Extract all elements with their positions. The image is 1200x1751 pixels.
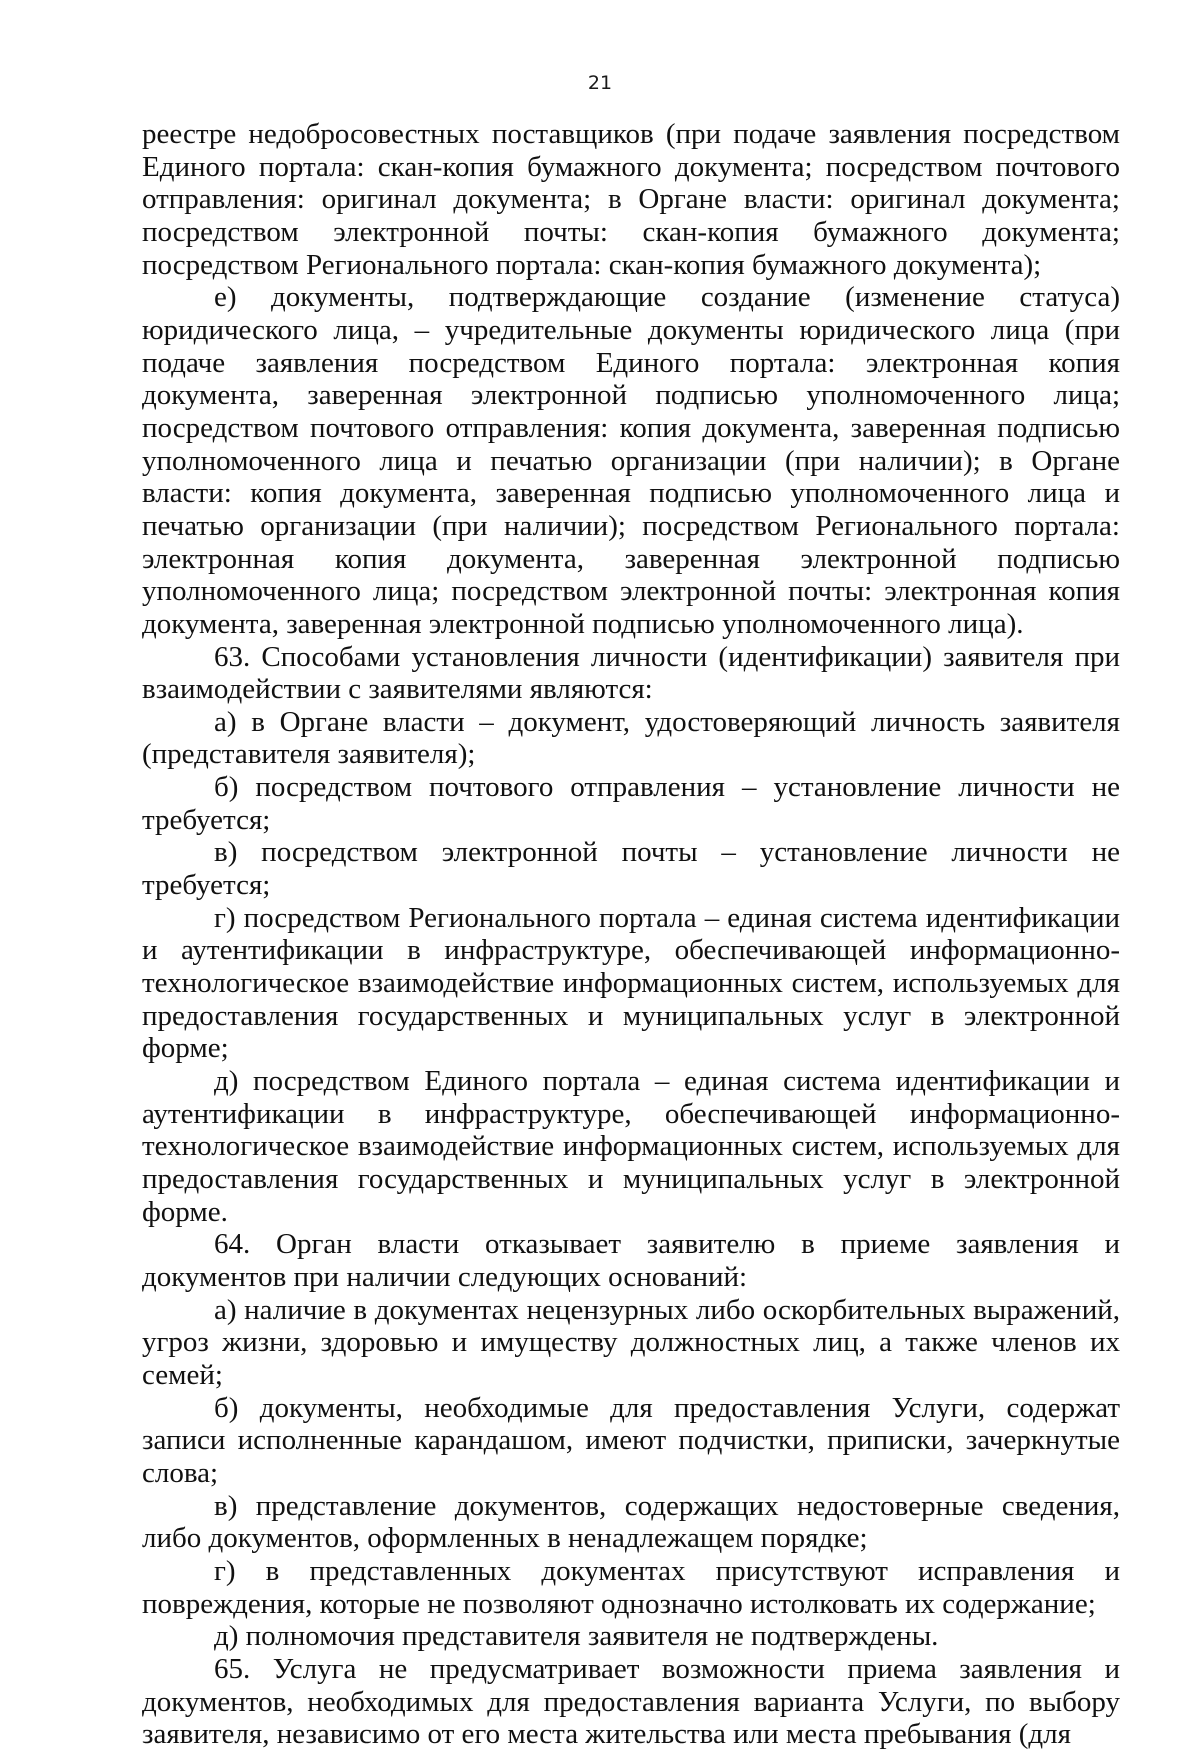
paragraph-64-item-b: б) документы, необходимые для предоставления Услуги, содержат записи исполненные карандашом, имеют подчистки, приписки, зачеркнутые слова;	[142, 1391, 1120, 1489]
paragraph-63-item-g: г) посредством Регионального портала – единая система идентификации и аутентификации в инфраструктуре, обеспечивающей информационно-технологическое взаимодействие информационных систем, используемых для предоставления государственных и муниципальных услуг в электронной форме;	[142, 901, 1120, 1065]
document-body	[142, 118, 1120, 1751]
paragraph-63-item-v: в) посредством электронной почты – установление личности не требуется;	[142, 836, 1120, 902]
paragraph-65-extraterritorial: 65. Услуга не предусматривает возможности приема заявления и документов, необходимых для предоставления варианта Услуги, по выбору заявителя, независимо от его места жительства или места пребывания (для	[142, 1652, 1120, 1751]
paragraph-item-e-legal-entity-docs: е) документы, подтверждающие создание (изменение статуса) юридического лица, – учредительные документы юридического лица (при подаче заявления посредством Единого портала: электронная копия документа, заверенная электронной подписью уполномоченного лица; посредством почтового отправления: копия документа, заверенная подписью уполномоченного лица и печатью организации (при наличии); в Органе власти: копия документа, заверенная подписью уполномоченного лица и печатью организации (при наличии); посредством Регионального портала: электронная копия документа, заверенная электронной подписью уполномоченного лица; посредством электронной почты: электронная копия документа, заверенная электронной подписью уполномоченного лица).	[142, 281, 1120, 640]
paragraph-64-item-d: д) полномочия представителя заявителя не подтверждены.	[214, 1620, 939, 1653]
paragraph-64-refusal-grounds: 64. Орган власти отказывает заявителю в приеме заявления и документов при наличии следующих оснований:	[142, 1228, 1120, 1293]
paragraph-64-item-v: в) представление документов, содержащих недостоверные сведения, либо документов, оформленных в ненадлежащем порядке;	[142, 1489, 1120, 1555]
paragraph-63-item-a: а) в Органе власти – документ, удостоверяющий личность заявителя (представителя заявителя);	[142, 705, 1120, 771]
paragraph-63-item-b: б) посредством почтового отправления – установление личности не требуется;	[142, 771, 1120, 836]
paragraph-63-item-d: д) посредством Единого портала – единая система идентификации и аутентификации в инфраструктуре, обеспечивающей информационно-технологическое взаимодействие информационных систем, используемых для предоставления государственных и муниципальных услуг в электронной форме.	[142, 1065, 1120, 1228]
paragraph-63-identification-methods: 63. Способами установления личности (идентификации) заявителя при взаимодействии с заявителями являются:	[142, 640, 1120, 706]
paragraph-64-item-a: а) наличие в документах нецензурных либо оскорбительных выражений, угроз жизни, здоровью и имуществу должностных лиц, а также членов их семей;	[142, 1293, 1120, 1391]
paragraph-registry-continuation: реестре недобросовестных поставщиков (при подаче заявления посредством Единого портала: скан-копия бумажного документа; посредством почтового отправления: оригинал документа; в Органе власти: оригинал документа; посредством электронной почты: скан-копия бумажного документа; посредством Регионального портала: скан-копия бумажного документа);	[142, 118, 1120, 281]
page-number: 21	[587, 72, 613, 94]
paragraph-64-item-g: г) в представленных документах присутствуют исправления и повреждения, которые не позволяют однозначно истолковать их содержание;	[142, 1554, 1120, 1620]
